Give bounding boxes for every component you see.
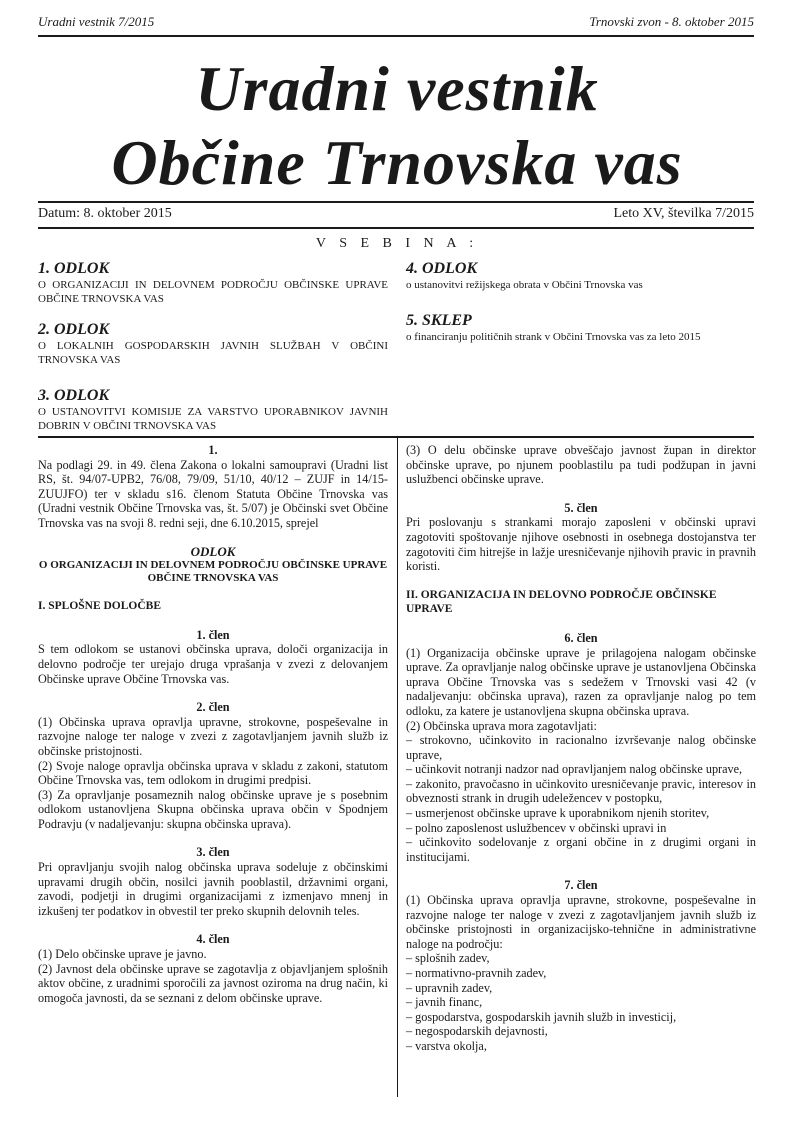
article-heading: 1. člen <box>196 627 230 642</box>
issue-number: Leto XV, številka 7/2015 <box>613 206 754 221</box>
odlok-subtitle: O ORGANIZACIJI IN DELOVNEM PODROČJU OBČINSKE UPRAVE OBČINE TRNOVSKA VAS <box>38 559 388 585</box>
article-heading: 7. člen <box>564 878 598 893</box>
article-text: Pri opravljanju svojih nalog občinska uprava sodeluje z občinskimi upravami drugih občin, nosilci javnih pooblastil, državnimi organi, zavodi, podjetji in drugimi organizacijami z izmenjavo mnenj in izkušenj ter podatkov in obvestil ter preko skupnih delovnih teles. <box>38 860 388 918</box>
list-item: – upravnih zadev, <box>406 980 493 995</box>
masthead-title-line1: Uradni vestnik <box>195 53 599 124</box>
list-item: – polno zaposlenost uslužbencev v občinski upravi in <box>406 820 667 835</box>
running-header-left: Uradni vestnik 7/2015 <box>38 14 155 29</box>
toc-entry-desc: O LOKALNIH GOSPODARSKIH JAVNIH SLUŽBAH V OBČINI TRNOVSKA VAS <box>38 340 388 366</box>
article-text: (1) Delo občinske uprave je javno. <box>38 947 207 962</box>
toc-entry-desc: o ustanovitvi režijskega obrata v Občini Trnovska vas <box>406 279 643 291</box>
toc-entry <box>38 387 388 433</box>
running-header-right: Trnovski zvon - 8. oktober 2015 <box>589 14 754 29</box>
article-heading: 2. člen <box>196 700 230 715</box>
article-text: (2) Javnost dela občinske uprave se zagotavlja z objavljanjem splošnih aktov občine, z uradnimi sporočili za javnost oziroma na drug način, ki omogoča javnosti, da se seznani z delom občinske uprave. <box>38 961 388 1005</box>
toc-entry-title: 5. SKLEP <box>406 312 472 329</box>
article-heading: 3. člen <box>196 845 230 860</box>
toc-entry-desc: O ORGANIZACIJI IN DELOVNEM PODROČJU OBČINSKE UPRAVE OBČINE TRNOVSKA VAS <box>38 279 388 305</box>
list-item: – učinkovito sodelovanje z organi občine in z drugimi organi in institucijami. <box>406 835 756 864</box>
list-item: – negospodarskih dejavnosti, <box>406 1024 548 1039</box>
article-text: (2) Občinska uprava mora zagotavljati: <box>406 718 597 733</box>
article-text: S tem odlokom se ustanovi občinska uprava, določi organizacija in delovno področje ter urejajo druga vprašanja v zvezi z delovanjem Občinske uprave Občine Trnovska vas. <box>38 642 388 686</box>
toc-entry-desc: O USTANOVITVI KOMISIJE ZA VARSTVO UPORABNIKOV JAVNIH DOBRIN V OBČINI TRNOVSKA VAS <box>38 406 388 432</box>
document-number: 1. <box>208 443 218 457</box>
list-item: – splošnih zadev, <box>406 951 490 966</box>
article-heading: 4. člen <box>196 932 230 947</box>
toc-entry-desc: o financiranju političnih strank v Občini Trnovska vas za leto 2015 <box>406 331 701 343</box>
section-heading: I. SPLOŠNE DOLOČBE <box>38 600 162 613</box>
issue-date: Datum: 8. oktober 2015 <box>38 206 172 221</box>
masthead-rule <box>38 201 754 203</box>
list-item: – gospodarstva, gospodarskih javnih služb in investicij, <box>406 1009 677 1024</box>
article-text: (1) Organizacija občinske uprave je prilagojena nalogam občinske uprave. Za opravljanje nalog občinske uprave je ustanovljena Občinska uprava Občine Trnovska vas s sedežem v Trnovski vasi 42 (v nadaljevanju: občinska uprava), razen za opravljanje nalog po tem odloku, za katere je ustanovljena skupna občinska uprava. <box>406 645 756 718</box>
toc-entry <box>406 312 756 344</box>
body-column-left <box>38 443 388 1005</box>
masthead-title-line2: Občine Trnovska vas <box>111 127 683 198</box>
list-item: – zakonito, pravočasno in učinkovito uresničevanje pravic, interesov in obveznosti strank in drugih udeležencev v postopku, <box>406 776 756 806</box>
section-heading: II. ORGANIZACIJA IN DELOVNO PODROČJE OBČINSKE UPRAVE <box>406 588 717 616</box>
odlok-title: ODLOK <box>190 543 236 559</box>
body-column-right <box>406 443 756 1054</box>
toc-entry-title: 3. ODLOK <box>38 387 110 404</box>
list-item: – usmerjenost občinske uprave k uporabnikom njenih storitev, <box>406 806 710 821</box>
column-divider <box>397 437 398 1097</box>
article-text: Pri poslovanju s strankami morajo zaposleni v občinski upravi zagotoviti spoštovanje njihove osebnosti in osebnega dostojanstva ter zagotoviti čim hitrejše in lažje uresničevanje njihovih pravic in pravnih koristi. <box>406 515 756 574</box>
list-item: – normativno-pravnih zadev, <box>406 966 547 980</box>
toc-entry-title: 4. ODLOK <box>406 260 478 277</box>
toc-entry <box>406 260 756 292</box>
article-text: (3) Za opravljanje posameznih nalog občinske uprave je s posebnim odlokom ustanovljena Skupna občinska uprava občin v Spodnjem Podravju (v nadaljevanju: skupna občinska uprava). <box>38 787 388 831</box>
article-heading: 6. člen <box>564 630 598 645</box>
preamble: Na podlagi 29. in 49. člena Zakona o lokalni samoupravi (Uradni list RS, št. 94/07-UPB2, 76/08, 79/09, 51/10, 40/12 – ZUJF in 14/15-ZUUJFO) ter v skladu s16. členom Statuta Občine Trnovska vas (Uradni vestnik Občine Trnovska vas, št. 5/07) je Občinski svet Občine Trnovska vas na svoji 8. redni seji, dne 6.10.2015, sprejel <box>38 457 388 530</box>
toc-entry <box>38 321 388 367</box>
list-item: – javnih financ, <box>406 995 483 1010</box>
article-text: (2) Svoje naloge opravlja občinska uprava v skladu z zakoni, statutom Občine Trnovska vas, tem odlokom in drugimi predpisi. <box>38 758 388 788</box>
article-text: (1) Občinska uprava opravlja upravne, strokovne, pospeševalne in razvojne naloge ter naloge v zvezi z zagotavljanjem javnih služb iz občinske pristojnosti in organizacijsko-tehnične in administrativne naloge na področju: <box>406 893 756 951</box>
article-text: (3) O delu občinske uprave obveščajo javnost župan in direktor občinske uprave, po njunem pooblastilu pa tudi podžupan in javni uslužbenci občinske uprave. <box>406 443 756 487</box>
list-item: – varstva okolja, <box>406 1038 487 1053</box>
toc-entry-title: 1. ODLOK <box>38 260 110 277</box>
toc-entry <box>38 260 388 306</box>
article-text: (1) Občinska uprava opravlja upravne, strokovne, pospeševalne in razvojne naloge ter naloge v zvezi z zagotavljanjem javnih služb iz občinske pristojnosti. <box>38 714 388 758</box>
datebar-rule <box>38 227 754 229</box>
list-item: – strokovno, učinkovito in racionalno izvrševanje nalog občinske uprave, <box>406 733 756 762</box>
header-rule-top <box>38 35 754 37</box>
toc-entry-title: 2. ODLOK <box>38 321 110 338</box>
toc-rule <box>38 436 754 438</box>
article-heading: 5. člen <box>564 500 598 515</box>
toc-label: V S E B I N A : <box>315 236 479 251</box>
list-item: – učinkovit notranji nadzor nad opravljanjem nalog občinske uprave, <box>406 762 743 777</box>
